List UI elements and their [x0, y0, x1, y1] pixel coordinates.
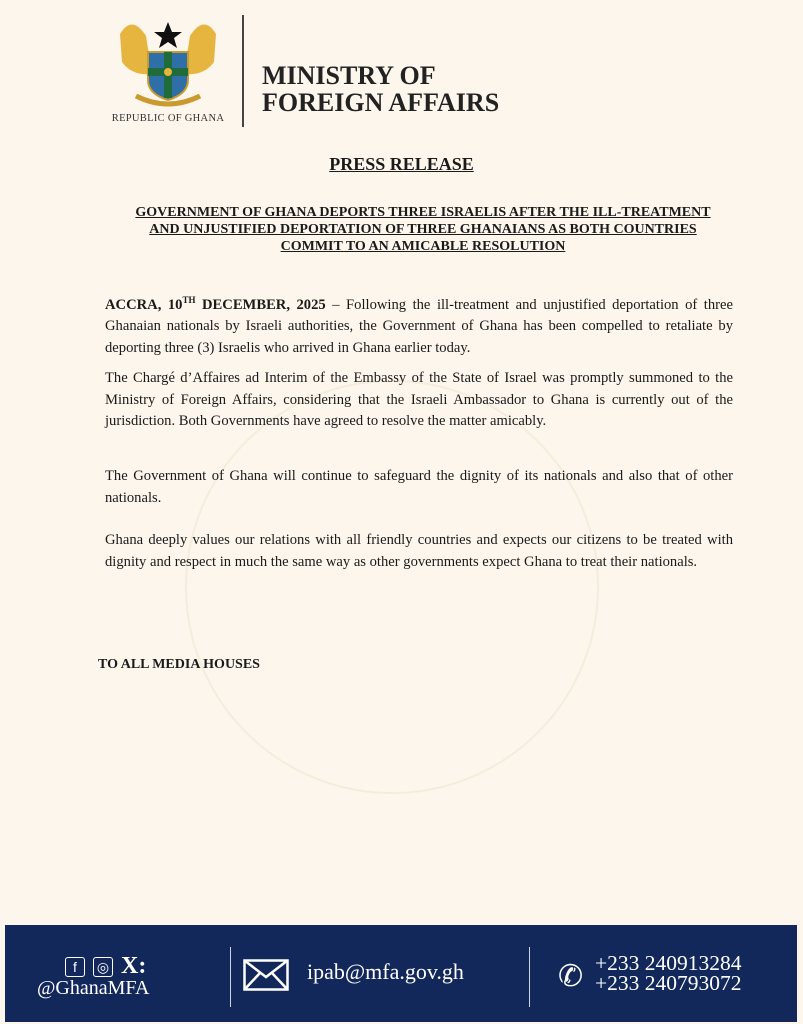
phone-icon: ✆ [558, 960, 584, 993]
paragraph-2: The Chargé d’Affaires ad Interim of the Embassy of the State of Israel was promptly summoned to the Ministry of Foreign Affairs, considering that the Israeli Ambassador to Ghana is currently out of the jurisdiction. Both Governments have agreed to resolve the matter amicably. [105, 370, 733, 429]
dateline [105, 297, 326, 313]
dateline-place: ACCRA, 10 [105, 296, 183, 313]
x-icon[interactable]: X: [121, 953, 147, 979]
watermark-seal [185, 380, 599, 794]
republic-of-ghana-label: REPUBLIC OF GHANA [111, 113, 225, 124]
facebook-icon[interactable]: f [65, 957, 85, 977]
ministry-line-2: FOREIGN AFFAIRS [262, 88, 500, 117]
social-icons [65, 953, 146, 980]
paragraph-3: The Government of Ghana will continue to safeguard the dignity of its nationals and also that of other nationals. [105, 468, 733, 506]
dateline-sup: TH [182, 295, 196, 305]
headline: GOVERNMENT OF GHANA DEPORTS THREE ISRAELIS AFTER THE ILL-TREATMENT AND UNJUSTIFIED DEPORTATION OF THREE GHANAIANS AS BOTH COUNTRIES COMMIT TO AN AMICABLE RESOLUTION [135, 205, 711, 254]
paragraph-1-text: – Following the ill-treatment and unjustified deportation of three Ghanaian nationals by Israeli authorities, the Government of Ghana has been compelled to retaliate by deporting three (3) Israelis who arrived in Ghana earlier today. [105, 296, 733, 356]
header-divider [242, 15, 244, 127]
phone-number-1[interactable]: +233 240913284 [595, 951, 742, 975]
email-link[interactable]: ipab@mfa.gov.gh [307, 959, 464, 984]
ghana-coat-of-arms-logo [112, 14, 224, 110]
ministry-title [262, 62, 499, 116]
social-handle[interactable]: @GhanaMFA [37, 977, 150, 999]
paragraph-4: Ghana deeply values our relations with all friendly countries and expects our citizens to be treated with dignity and respect in much the same way as other governments expect Ghana to treat their nationals. [105, 532, 733, 570]
footer-bar [5, 925, 797, 1022]
mail-icon [243, 959, 289, 991]
phone-number-2[interactable]: +233 240793072 [595, 971, 742, 995]
paragraph-1 [105, 290, 733, 359]
phone-numbers [595, 953, 742, 993]
ministry-line-1: MINISTRY OF [262, 61, 436, 90]
press-release-title: PRESS RELEASE [329, 154, 474, 174]
footer-divider [529, 947, 530, 1007]
instagram-icon[interactable]: ◎ [93, 957, 113, 977]
dateline-date: DECEMBER, 2025 [195, 296, 326, 313]
footer-divider [230, 947, 231, 1007]
closing-line: TO ALL MEDIA HOUSES [98, 657, 260, 672]
